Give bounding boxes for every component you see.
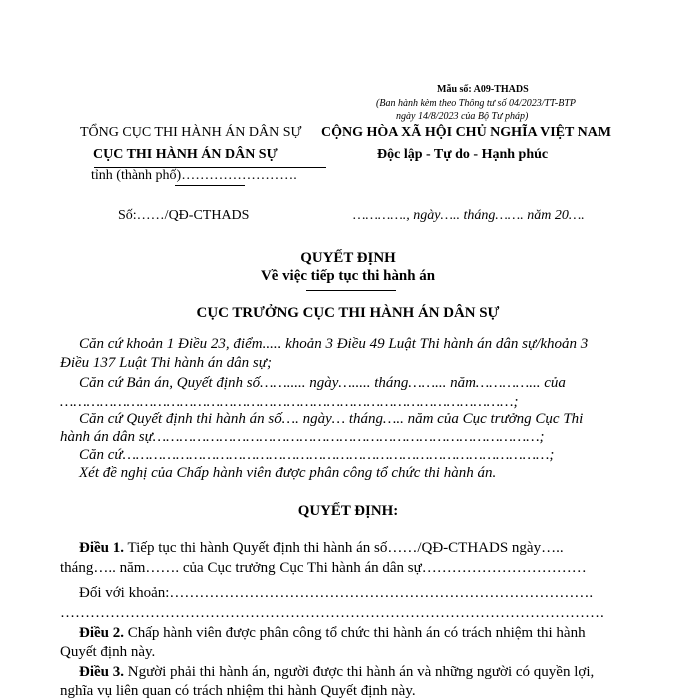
article-1-line-1 xyxy=(79,540,659,557)
decision-authority: CỤC TRƯỞNG CỤC THI HÀNH ÁN DÂN SỰ xyxy=(196,305,500,321)
form-issued-with: (Ban hành kèm theo Thông tư số 04/2023/TT-BTP xyxy=(376,98,576,109)
country-name: CỘNG HÒA XÃ HỘI CHỦ NGHĨA VIỆT NAM xyxy=(321,125,612,140)
article-3-text: Người phải thi hành án, người được thi hành án và những người có quyền lợi, xyxy=(124,664,595,680)
article-3-label: Điều 3. xyxy=(79,664,124,680)
article-2-label: Điều 2. xyxy=(79,625,124,641)
decision-title: QUYẾT ĐỊNH xyxy=(300,250,396,266)
decision-heading: QUYẾT ĐỊNH: xyxy=(297,503,399,519)
basis-2-line-1: Căn cứ Bản án, Quyết định số……..... ngày…..... tháng……... năm…………... của xyxy=(79,375,566,391)
article-3-line-1 xyxy=(79,664,659,681)
province-underline xyxy=(175,185,245,186)
article-1-line-4: ………………………………………………………………………………………………. xyxy=(60,605,604,621)
basis-3-line-1: Căn cứ Quyết định thi hành án số…. ngày… tháng….. năm của Cục trưởng Cục Thi xyxy=(79,411,584,427)
basis-1-line-1: Căn cứ khoản 1 Điều 23, điểm..... khoản 3 Điều 49 Luật Thi hành án dân sự/khoản 3 xyxy=(79,336,589,352)
article-1-label: Điều 1. xyxy=(79,540,124,556)
article-2-line-1 xyxy=(79,625,659,642)
article-3-line-2: nghĩa vụ liên quan có trách nhiệm thi hành Quyết định này. xyxy=(60,683,416,699)
decision-subject: Về việc tiếp tục thi hành án xyxy=(260,268,435,284)
document-number: Số:……/QĐ-CTHADS xyxy=(118,208,250,223)
agency-province: tỉnh (thành phố)……………………. xyxy=(91,168,297,183)
article-1-text: Tiếp tục thi hành Quyết định thi hành án số……/QĐ-CTHADS ngày….. xyxy=(124,540,564,556)
basis-1-line-2: Điều 137 Luật Thi hành án dân sự; xyxy=(60,355,272,371)
article-2-line-2: Quyết định này. xyxy=(60,644,156,660)
article-2-text: Chấp hành viên được phân công tổ chức thi hành án có trách nhiệm thi hành xyxy=(124,625,586,641)
basis-4: Căn cứ……………………………………………………………………………………; xyxy=(79,447,555,463)
article-1-line-2: tháng….. năm……. của Cục trưởng Cục Thi hành án dân sự…………………………… xyxy=(60,560,587,576)
agency-parent: TỔNG CỤC THI HÀNH ÁN DÂN SỰ xyxy=(80,125,302,140)
place-and-date: …………., ngày….. tháng……. năm 20…. xyxy=(353,208,585,223)
form-number: Mẫu số: A09-THADS xyxy=(437,84,529,95)
basis-2-line-2: …………………………………………………………………………………………; xyxy=(60,394,519,410)
form-issued-date: ngày 14/8/2023 của Bộ Tư pháp) xyxy=(396,111,529,122)
subject-underline xyxy=(306,290,396,291)
agency-name: CỤC THI HÀNH ÁN DÂN SỰ xyxy=(93,147,278,162)
proposal: Xét đề nghị của Chấp hành viên được phân công tổ chức thi hành án. xyxy=(79,465,497,481)
article-1-line-3: Đối với khoản:…………………………………………………………………………. xyxy=(79,585,594,601)
basis-3-line-2: hành án dân sự……………………………………………………………………………; xyxy=(60,429,545,445)
national-motto: Độc lập - Tự do - Hạnh phúc xyxy=(377,147,549,162)
